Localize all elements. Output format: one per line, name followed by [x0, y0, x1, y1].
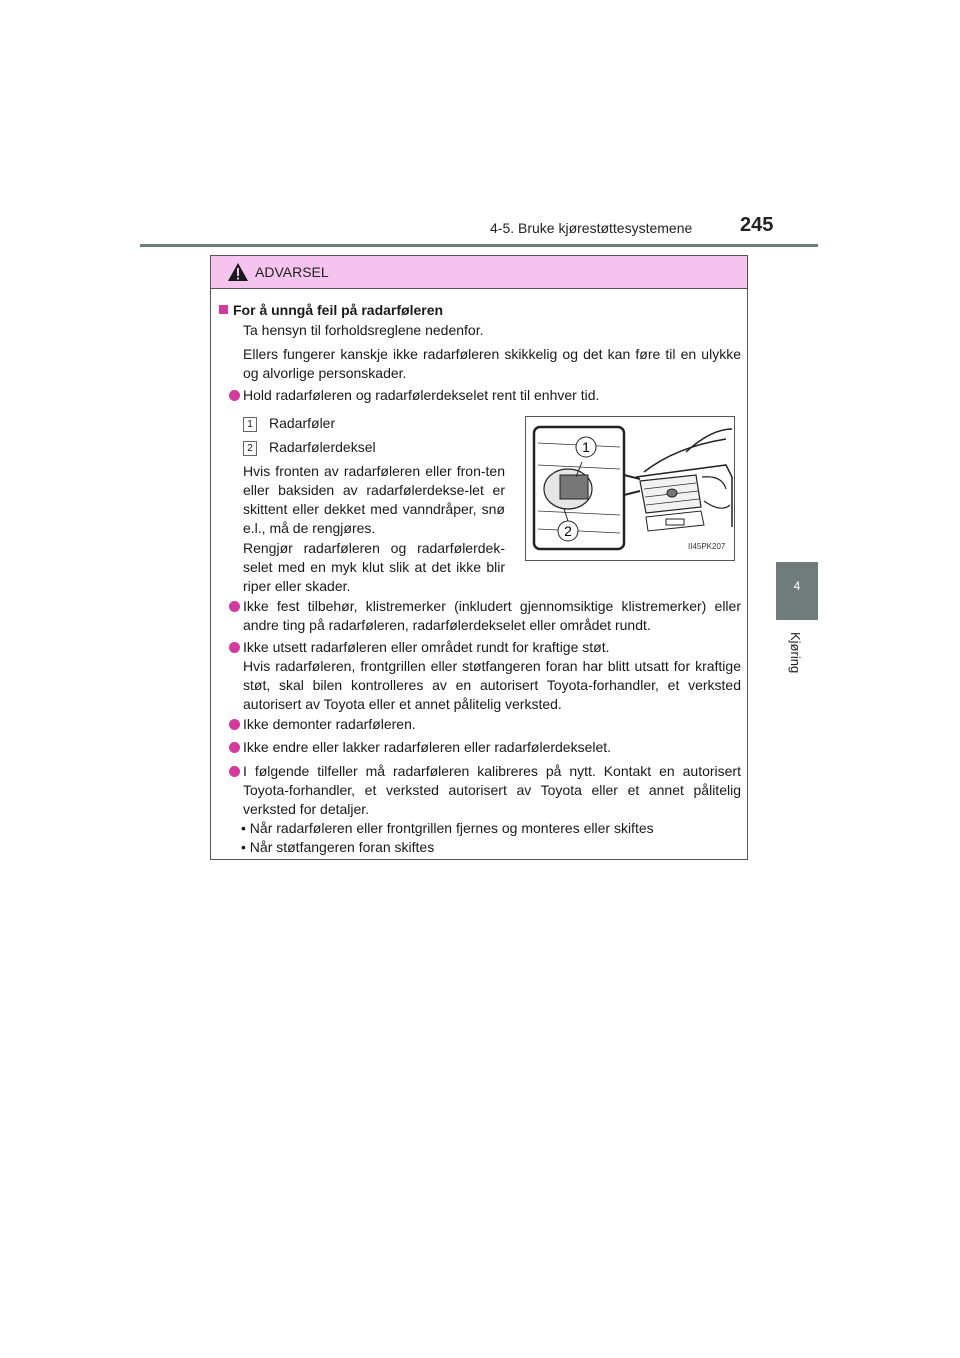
- item-text: Radarføler: [269, 415, 336, 431]
- wiping-note: Rengjør radarføleren og radarfølerdek-selet med en myk klut slik at det ikke blir riper eller skader.: [243, 540, 505, 594]
- bullet-dot-icon: [229, 601, 240, 612]
- numbered-item-2: [243, 438, 511, 457]
- figure-label-1: 1: [582, 439, 590, 455]
- number-badge: 2: [243, 441, 257, 456]
- radar-sensor-figure: [525, 416, 735, 561]
- bullet-dot-icon: [229, 719, 240, 730]
- warning-box: [210, 255, 748, 860]
- section-title: [219, 301, 443, 320]
- chapter-tab: 4: [776, 562, 818, 620]
- bullet-dot-icon: [229, 766, 240, 777]
- bullet-text: Ikke endre eller lakker radarføleren eller radarfølerdekselet.: [243, 739, 612, 755]
- bullet-keep-clean: [229, 386, 741, 405]
- square-bullet-icon: [219, 305, 228, 314]
- bullet-text: Ikke utsett radarføleren eller området rundt for kraftige støt.: [243, 639, 610, 655]
- bullet-text: Ikke fest tilbehør, klistremerker (inkludert gjennomsiktige klistremerker) eller andre ting på radarføleren, radarfølerdekselet eller området rundt.: [243, 598, 741, 633]
- warning-title: ADVARSEL: [255, 264, 329, 280]
- warning-triangle-icon: [227, 262, 249, 282]
- chapter-label: Kjøring: [788, 632, 803, 674]
- cleaning-note: Hvis fronten av radarføleren eller fron-ten eller baksiden av radarfølerdekse-let er skittent eller dekket med vanndråper, snø e.l., må de rengjøres.: [243, 463, 505, 536]
- numbered-item-1: [243, 414, 511, 433]
- bullet-text: Ikke demonter radarføleren.: [243, 716, 416, 732]
- intro-text-1: Ta hensyn til forholdsreglene nedenfor.: [243, 322, 484, 338]
- case-item: • Når støtfangeren foran skiftes: [241, 839, 435, 855]
- bullet-dot-icon: [229, 642, 240, 653]
- bullet-text-continued: Hvis radarføleren, frontgrillen eller støtfangeren foran har blitt utsatt for kraftige støt, skal bilen kontrolleres av en autorisert Toyota-forhandler, et verksted autorisert av Toyota eller et annet pålitelig verksted.: [243, 658, 741, 712]
- header-rule: [140, 244, 818, 247]
- number-badge: 1: [243, 417, 257, 432]
- warning-header: [211, 256, 747, 289]
- section-title-text: For å unngå feil på radarføleren: [233, 302, 444, 318]
- bullet-no-accessories: [229, 597, 741, 635]
- radar-sensor-illustration: [526, 417, 734, 560]
- bullet-no-modify: [229, 738, 741, 757]
- page-number: 245: [740, 214, 774, 236]
- recalibrate-cases: [241, 819, 741, 857]
- figure-code: II45PK207: [688, 542, 726, 551]
- bullet-text: Hold radarføleren og radarfølerdekselet rent til enhver tid.: [243, 387, 600, 403]
- bullet-no-impacts: [229, 638, 741, 714]
- bullet-text: I følgende tilfeller må radarføleren kalibreres på nytt. Kontakt en autorisert Toyota-forhandler, et verksted autorisert av Toyota eller et annet pålitelig verksted for detaljer.: [243, 763, 741, 817]
- item-text: Radarfølerdeksel: [269, 439, 376, 455]
- bullet-dot-icon: [229, 390, 240, 401]
- section-header: 4-5. Bruke kjørestøttesystemene: [490, 220, 693, 236]
- case-item: • Når radarføleren eller frontgrillen fjernes og monteres eller skiftes: [241, 820, 654, 836]
- bullet-no-disassemble: [229, 715, 741, 734]
- warning-body: [211, 289, 747, 859]
- bullet-recalibrate: [229, 762, 741, 819]
- figure-label-2: 2: [564, 523, 572, 539]
- intro-text-2: Ellers fungerer kanskje ikke radarføleren skikkelig og det kan føre til en ulykke og alvorlige personskader.: [243, 346, 741, 381]
- bullet-dot-icon: [229, 742, 240, 753]
